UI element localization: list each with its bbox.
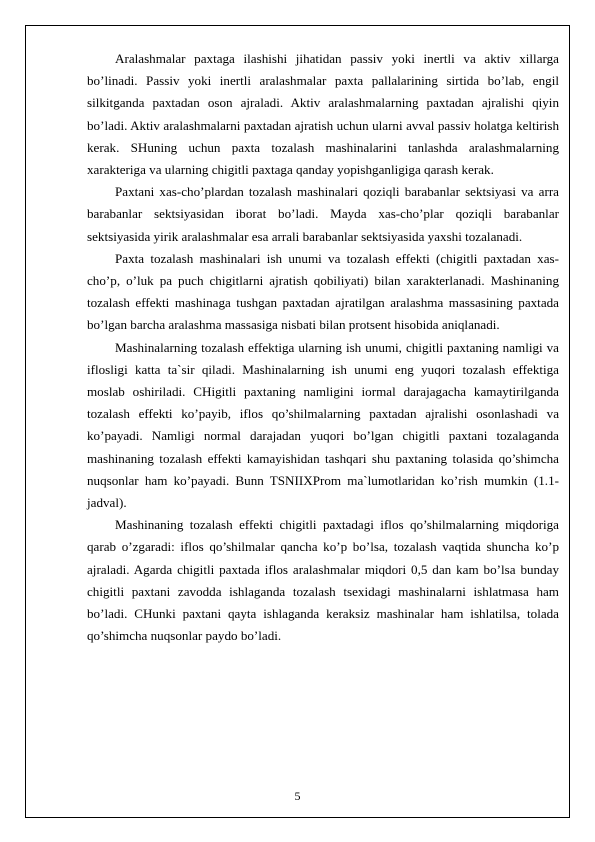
paragraph-cleaning-effect: Paxta tozalash mashinalari ish unumi va tozalash effekti (chigitli paxtadan xas-cho’p, o’luk pa puch chigitlarni ajratish qobiliyati) bilan xarakterlanadi. Mashinaning tozalash effekti mashinaga tushgan paxtadan ajratilgan aralashma massasining paxtada bo’lgan barcha aralashma massasiga nisbati bilan protsent hisobida aniqlanadi. bbox=[87, 250, 559, 333]
paragraph-impurity-types: Aralashmalar paxtaga ilashishi jihatidan passiv yoki inertli va aktiv xillarga bo’linadi. Passiv yoki inertli aralashmalar paxta pallalarining sirtida bo’lab, engil silkitganda paxtadan oson ajraladi. Aktiv aralashmalarning paxtadan ajralishi qiyin bo’ladi. Aktiv aralashmalarni paxtadan ajratish uchun ularni avval passiv holatga keltirish kerak. SHuning uchun paxta tozalash mashinalarini tanlashda aralashmalarning xarakteriga va ularning chigitli paxtaga qanday yopishganligiga qarash kerak. bbox=[87, 51, 559, 178]
paragraph-cleaning-machines: Paxtani xas-cho’plardan tozalash mashinalari qoziqli barabanlar sektsiyasi va arra barabanlar sektsiyasidan iborat bo’ladi. Mayda xas-cho’plar qoziqli barabanlar sektsiyasida yirik aralashmalar esa arrali barabanlar sektsiyasida yaxshi tozalanadi. bbox=[87, 184, 559, 244]
paragraph-moisture-influence: Mashinalarning tozalash effektiga ularning ish unumi, chigitli paxtaning namligi va iflosligi katta ta`sir qiladi. Mashinalarning ish unumi eng yuqori tozalash effektiga moslab oshiriladi. CHigitli paxtaning namligini iormal darajagacha kamaytirilganda tozalash effekti ko’payib, iflos qo’shilmalarning paxtadan ajralishi osonlashadi va ko’payadi. Namligi normal darajadan yuqori bo’lgan chigitli paxtani tozalaganda mashinaning tozalash effekti kamayishidan tashqari shu paxtaning tolasida qo’shimcha nuqsonlar ham ko’payadi. Bunn TSNIIXProm ma`lumotlaridan ko’rish mumkin (1.1-jadval). bbox=[87, 339, 559, 511]
document-body bbox=[87, 48, 559, 647]
page-number: 5 bbox=[294, 789, 301, 803]
paragraph-impurity-amount: Mashinaning tozalash effekti chigitli paxtadagi iflos qo’shilmalarning miqdoriga qarab o’zgaradi: iflos qo’shilmalar qancha ko’p bo’lsa, tozalash vaqtida shuncha ko’p ajraladi. Agarda chigitli paxtada iflos aralashmalar miqdori 0,5 dan kam bo’lsa bunday chigitli paxtani zavodda ishlaganda tozalash tsexidagi mashinalarni ishlatmasa ham bo’ladi. CHunki paxtani qayta ishlaganda keraksiz mashinalar ham ishlatilsa, tolada qo’shimcha nuqsonlar paydo bo’ladi. bbox=[87, 517, 559, 644]
